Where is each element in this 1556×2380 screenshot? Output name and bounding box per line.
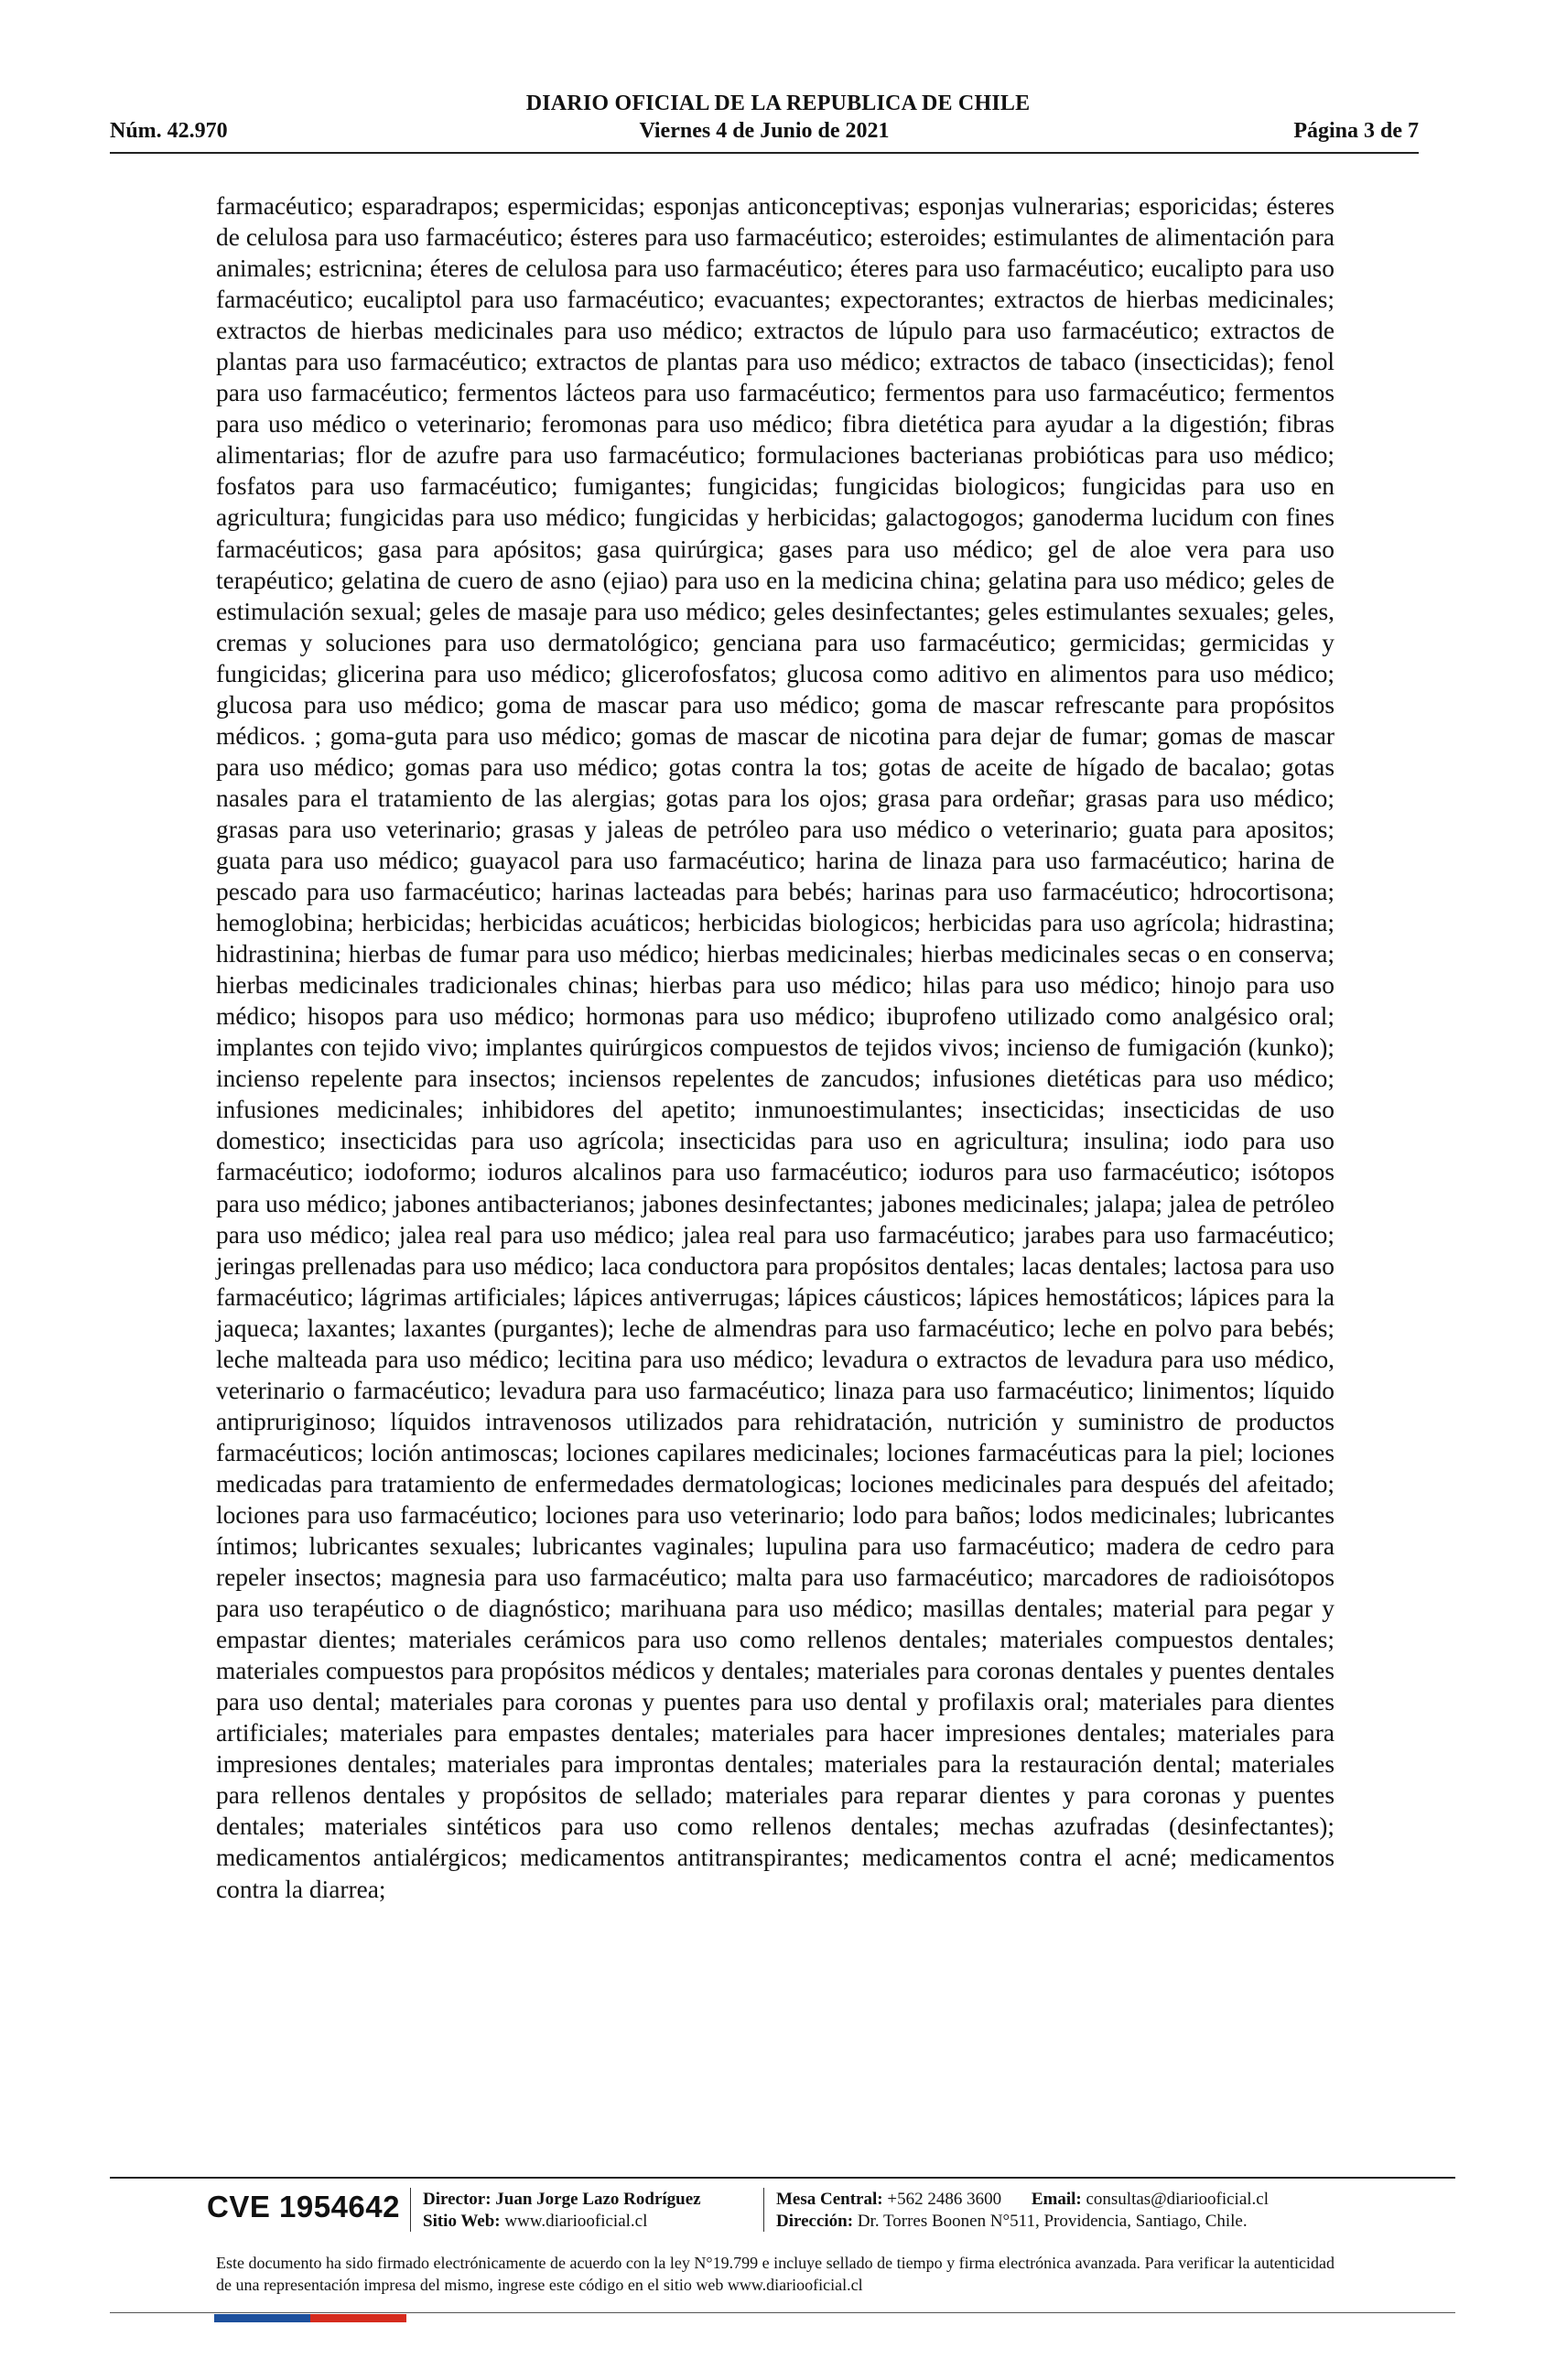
body-paragraph: farmacéutico; esparadrapos; espermicidas; esponjas anticonceptivas; esponjas vulnerarias; esporicidas; ésteres de celulosa para uso farmacéutico; ésteres para uso farmacéutico; esteroides; estimulantes de alimentación para animales; estricnina; éteres de celulosa para uso farmacéutico; éteres para uso farmacéutico; eucalipto para uso farmacéutico; eucaliptol para uso farmacéutico; evacuantes; expectorantes; extractos de hierbas medicinales; extractos de hierbas medicinales para uso médico; extractos de lúpulo para uso farmacéutico; extractos de plantas para uso farmacéutico; extractos de plantas para uso médico; extractos de tabaco (insecticidas); fenol para uso farmacéutico; fermentos lácteos para uso farmacéutico; fermentos para uso farmacéutico; fermentos para uso médico o veterinario; feromonas para uso médico; fibra dietética para ayudar a la digestión; fibras alimentarias; flor de azufre para uso farmacéutico; formulaciones bacterianas probióticas para uso médico; fosfatos para uso farmacéutico; fumigantes; fungicidas; fungicidas biologicos; fungicidas para uso en agricultura; fungicidas para uso médico; fungicidas y herbicidas; galactogogos; ganoderma lucidum con fines farmacéuticos; gasa para apósitos; gasa quirúrgica; gases para uso médico; gel de aloe vera para uso terapéutico; gelatina de cuero de asno (ejiao) para uso en la medicina china; gelatina para uso médico; geles de estimulación sexual; geles de masaje para uso médico; geles desinfectantes; geles estimulantes sexuales; geles, cremas y soluciones para uso dermatológico; genciana para uso farmacéutico; germicidas; germicidas y fungicidas; glicerina para uso médico; glicerofosfatos; glucosa como aditivo en alimentos para uso médico; glucosa para uso médico; goma de mascar para uso médico; goma de mascar refrescante para propósitos médicos. ; goma-guta para uso médico; gomas de mascar de nicotina para dejar de fumar; gomas de mascar para uso médico; gomas para uso médico; gotas contra la tos; gotas de aceite de hígado de bacalao; gotas nasales para el tratamiento de las alergias; gotas para los ojos; grasa para ordeñar; grasas para uso médico; grasas para uso veterinario; grasas y jaleas de petróleo para uso médico o veterinario; guata para apositos; guata para uso médico; guayacol para uso farmacéutico; harina de linaza para uso farmacéutico; harina de pescado para uso farmacéutico; harinas lacteadas para bebés; harinas para uso farmacéutico; hdrocortisona; hemoglobina; herbicidas; herbicidas acuáticos; herbicidas biologicos; herbicidas para uso agrícola; hidrastina; hidrastinina; hierbas de fumar para uso médico; hierbas medicinales; hierbas medicinales secas o en conserva; hierbas medicinales tradicionales chinas; hierbas para uso médico; hilas para uso médico; hinojo para uso médico; hisopos para uso médico; hormonas para uso médico; ibuprofeno utilizado como analgésico oral; implantes con tejido vivo; implantes quirúrgicos compuestos de tejidos vivos; incienso de fumigación (kunko); incienso repelente para insectos; inciensos repelentes de zancudos; infusiones dietéticas para uso médico; infusiones medicinales; inhibidores del apetito; inmunoestimulantes; insecticidas; insecticidas de uso domestico; insecticidas para uso agrícola; insecticidas para uso en agricultura; insulina; iodo para uso farmacéutico; iodoformo; ioduros alcalinos para uso farmacéutico; ioduros para uso farmacéutico; isótopos para uso médico; jabones antibacterianos; jabones desinfectantes; jabones medicinales; jalapa; jalea de petróleo para uso médico; jalea real para uso médico; jalea real para uso farmacéutico; jarabes para uso farmacéutico; jeringas prellenadas para uso médico; laca conductora para propósitos dentales; lacas dentales; lactosa para uso farmacéutico; lágrimas artificiales; lápices antiverrugas; lápices cáusticos; lápices hemostáticos; lápices para la jaqueca; laxantes; laxantes (purgantes); leche de almendras para uso farmacéutico; leche en polvo para bebés; leche malteada para uso médico; lecitina para uso médico; levadura o extractos de levadura para uso médico, veterinario o farmacéutico; levadura para uso farmacéutico; linaza para uso farmacéutico; linimentos; líquido antipruriginoso; líquidos intravenosos utilizados para rehidratación, nutrición y suministro de productos farmacéuticos; loción antimoscas; lociones capilares medicinales; lociones farmacéuticas para la piel; lociones medicadas para tratamiento de enfermedades dermatologicas; lociones medicinales para después del afeitado; lociones para uso farmacéutico; lociones para uso veterinario; lodo para baños; lodos medicinales; lubricantes íntimos; lubricantes sexuales; lubricantes vaginales; lupulina para uso farmacéutico; madera de cedro para repeler insectos; magnesia para uso farmacéutico; malta para uso farmacéutico; marcadores de radioisótopos para uso terapéutico o de diagnóstico; marihuana para uso médico; masillas dentales; material para pegar y empastar dientes; materiales cerámicos para uso como rellenos dentales; materiales compuestos dentales; materiales compuestos para propósitos médicos y dentales; materiales para coronas dentales y puentes dentales para uso dental; materiales para coronas y puentes para uso dental y profilaxis oral; materiales para dientes artificiales; materiales para empastes dentales; materiales para hacer impresiones dentales; materiales para impresiones dentales; materiales para improntas dentales; materiales para la restauración dental; materiales para rellenos dentales y propósitos de sellado; materiales para reparar dientes y para coronas y puentes dentales; materiales sintéticos para uso como rellenos dentales; mechas azufradas (desinfectantes); medicamentos antialérgicos; medicamentos antitranspirantes; medicamentos contra el acné; medicamentos contra la diarrea; [216, 192, 1334, 1903]
website-link[interactable]: www.diariooficial.cl [504, 2212, 648, 2231]
website-label: Sitio Web: [423, 2212, 501, 2231]
footer-bottom-divider [110, 2312, 1455, 2313]
director-label: Director: [423, 2190, 492, 2209]
flag-color-bar [214, 2314, 406, 2322]
footer-separator [763, 2188, 764, 2232]
flag-blue-stripe [214, 2314, 310, 2322]
footer-contact-block [776, 2189, 1334, 2233]
phone-number: +562 2486 3600 [887, 2190, 1002, 2209]
legal-notice: Este documento ha sido firmado electrónicamente de acuerdo con la ley N°19.799 e incluye sellado de tiempo y firma electrónica avanzada. Para verificar la autenticidad de una representación impresa del mismo, ingrese este código en el sitio web www.diariooficial.cl [216, 2254, 1334, 2294]
email-link[interactable]: consultas@diariooficial.cl [1086, 2190, 1269, 2209]
flag-red-stripe [310, 2314, 406, 2322]
footer-divider [110, 2177, 1455, 2179]
footer-separator [410, 2188, 411, 2232]
footer-director-block [423, 2189, 701, 2233]
header-divider [110, 152, 1419, 154]
email-label: Email: [1031, 2190, 1082, 2209]
address-label: Dirección: [776, 2212, 854, 2231]
cve-code: CVE 1954642 [207, 2190, 400, 2223]
issue-date: Viernes 4 de Junio de 2021 [639, 119, 890, 143]
phone-label: Mesa Central: [776, 2190, 883, 2209]
address-text: Dr. Torres Boonen N°511, Providencia, Santiago, Chile. [857, 2212, 1248, 2231]
director-name: Juan Jorge Lazo Rodríguez [495, 2190, 701, 2209]
issue-number: Núm. 42.970 [110, 119, 228, 143]
header-row [110, 119, 1419, 146]
newspaper-title: DIARIO OFICIAL DE LA REPUBLICA DE CHILE [525, 92, 1031, 115]
page-indicator: Página 3 de 7 [1293, 119, 1419, 143]
